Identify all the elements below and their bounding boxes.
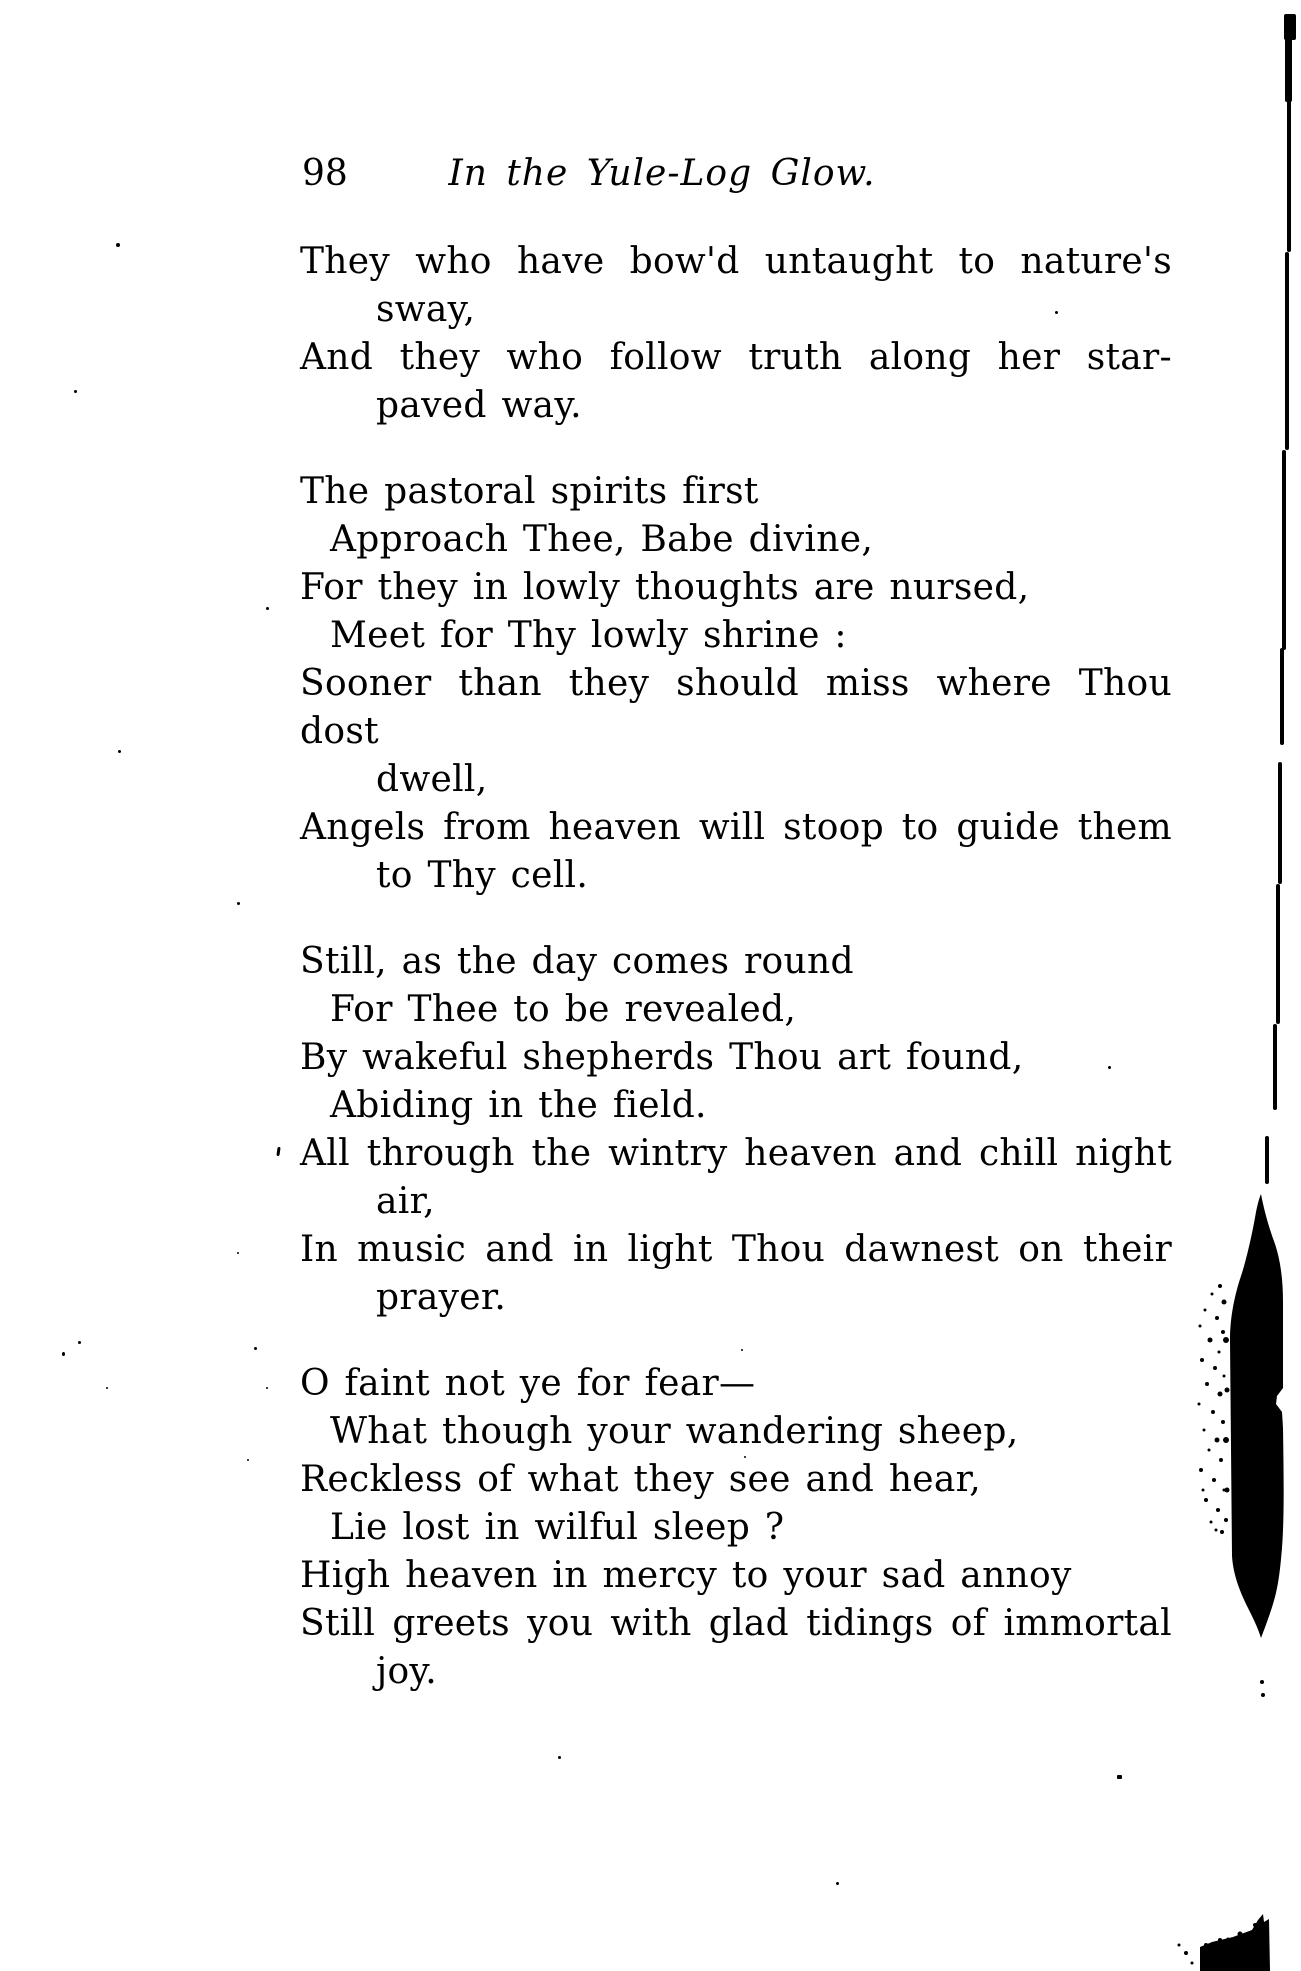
scan-speck xyxy=(78,1341,81,1344)
scan-speck xyxy=(237,902,240,905)
poem-line: Still, as the day comes round xyxy=(300,941,854,982)
poem-line: dwell, xyxy=(376,759,488,800)
scan-edge-line xyxy=(1285,252,1289,450)
poem-line: sway, xyxy=(376,289,476,330)
scan-speck xyxy=(106,1387,108,1389)
scan-speck xyxy=(836,1882,839,1885)
poem-line: Meet for Thy lowly shrine : xyxy=(330,615,847,656)
poem-line: Sooner than they should miss where Thou dost xyxy=(300,663,1172,752)
scan-speck xyxy=(1055,311,1058,314)
scan-edge-line xyxy=(1278,762,1282,884)
stanza-2 xyxy=(300,468,1172,900)
scan-edge-line xyxy=(1280,648,1284,745)
poem-line: Angels from heaven will stoop to guide them xyxy=(300,807,1172,848)
poem-line: to Thy cell. xyxy=(376,855,589,896)
scan-edge-line xyxy=(1284,14,1296,40)
poem-line: What though your wandering sheep, xyxy=(330,1411,1019,1452)
poem-line: They who have bow'd untaught to nature's xyxy=(300,241,1172,282)
poem-line: paved way. xyxy=(376,385,582,426)
corner-ink-artifact xyxy=(1170,1900,1301,1971)
poem-line: And they who follow truth along her star- xyxy=(300,337,1172,378)
poem-line: All through the wintry heaven and chill night xyxy=(300,1133,1172,1174)
poem-line: By wakeful shepherds Thou art found, xyxy=(300,1037,1024,1078)
scan-speck xyxy=(1108,1066,1111,1069)
stanza-3 xyxy=(300,938,1172,1322)
page-header xyxy=(300,150,1172,198)
scan-speck xyxy=(276,1147,280,1156)
scan-edge-line xyxy=(1276,884,1280,1024)
scan-speck xyxy=(118,750,121,753)
running-title: In the Yule-Log Glow. xyxy=(448,153,876,194)
scan-speck xyxy=(254,1347,257,1350)
scan-speck xyxy=(1117,1775,1122,1779)
scan-speck xyxy=(741,1349,743,1351)
scan-speck xyxy=(237,1252,239,1254)
poem-line: Lie lost in wilful sleep ? xyxy=(330,1507,785,1548)
poem-line: joy. xyxy=(376,1651,438,1692)
scan-speck xyxy=(266,1387,268,1389)
poem xyxy=(300,238,1172,1734)
poem-line: Abiding in the field. xyxy=(330,1085,707,1126)
page-number: 98 xyxy=(302,153,348,194)
scan-speck xyxy=(247,1459,249,1461)
scan-speck xyxy=(62,1352,65,1356)
poem-line: prayer. xyxy=(376,1277,507,1318)
poem-line: Still greets you with glad tidings of immortal xyxy=(300,1603,1172,1644)
poem-line: In music and in light Thou dawnest on their xyxy=(300,1229,1172,1270)
poem-line: The pastoral spirits first xyxy=(300,471,759,512)
scan-speck xyxy=(266,607,269,610)
poem-line: For Thee to be revealed, xyxy=(330,989,797,1030)
poem-line: air, xyxy=(376,1181,435,1222)
poem-line: Reckless of what they see and hear, xyxy=(300,1459,981,1500)
poem-line: High heaven in mercy to your sad annoy xyxy=(300,1555,1072,1596)
poem-line: For they in lowly thoughts are nursed, xyxy=(300,567,1030,608)
scan-speck xyxy=(74,390,77,393)
scan-edge-line xyxy=(1273,1024,1277,1110)
poem-line: O faint not ye for fear— xyxy=(300,1363,756,1404)
stanza-4 xyxy=(300,1360,1172,1696)
scan-edge-line xyxy=(1285,38,1292,102)
stanza-1 xyxy=(300,238,1172,430)
scan-edge-line xyxy=(1287,100,1291,252)
poem-line: Approach Thee, Babe divine, xyxy=(330,519,874,560)
scan-edge-line xyxy=(1265,1136,1269,1184)
scan-edge-line xyxy=(1282,450,1286,650)
scan-speck xyxy=(558,1756,561,1759)
ink-blot-artifact xyxy=(1190,1190,1300,1710)
scan-speck xyxy=(744,1456,746,1458)
scan-speck xyxy=(116,243,120,247)
